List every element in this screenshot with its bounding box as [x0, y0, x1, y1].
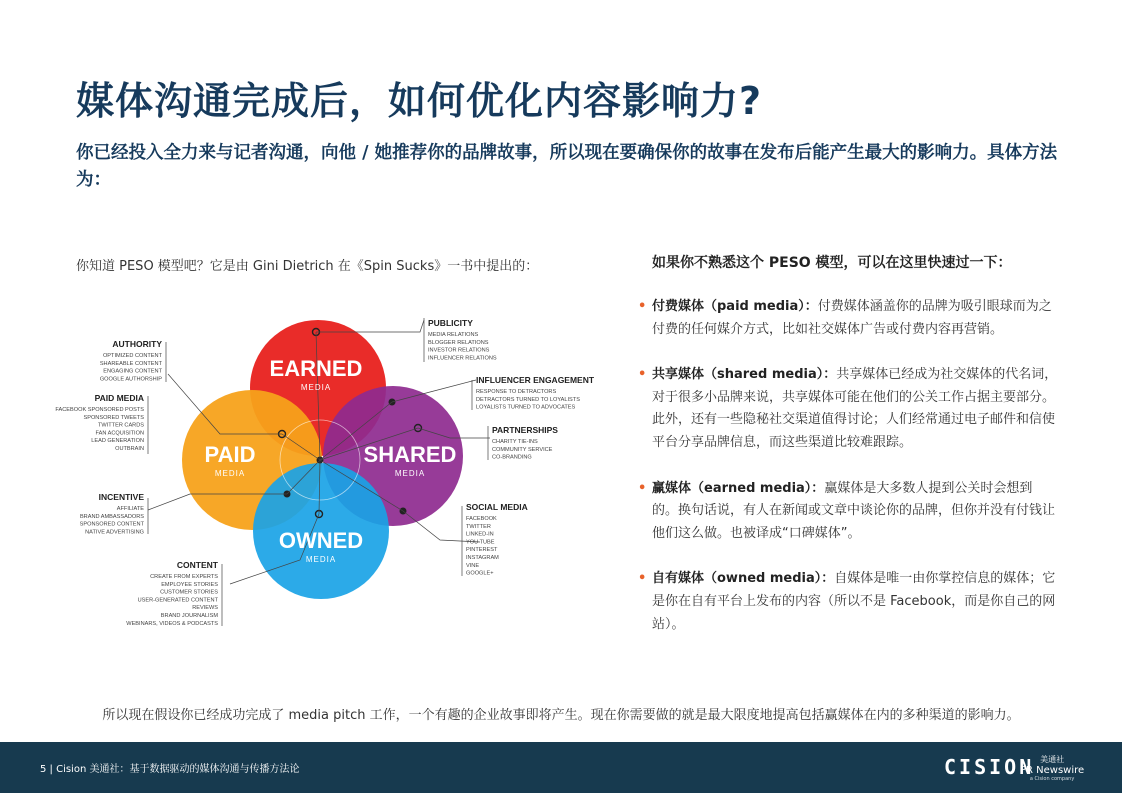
diagram-group-item: MEDIA RELATIONS	[428, 332, 479, 338]
page-title: 媒体沟通完成后，如何优化内容影响力?	[76, 79, 763, 123]
definition-text: 共享媒体已经成为社交媒体的代名词，对于很多小品牌来说，共享媒体可能在他们的公关工作占据主要部分。此外，还有一些隐秘社交渠道值得讨论；人们经常通过电子邮件和信使平台分享品牌信息，而这些渠道比较难跟踪。	[652, 367, 1058, 450]
peso-definitions	[638, 296, 1058, 659]
definition-term: 付费媒体（paid media）：	[652, 299, 818, 314]
diagram-group-item: VINE	[466, 562, 480, 569]
diagram-group-item: TWITTER CARDS	[98, 422, 144, 429]
shared-sublabel: MEDIA	[394, 469, 426, 478]
diagram-group-item: SHAREABLE CONTENT	[99, 360, 162, 367]
diagram-group-item: LINKED-IN	[466, 531, 494, 538]
diagram-intro: 你知道 PESO 模型吧？它是由 Gini Dietrich 在《Spin Sucks》一书中提出的：	[76, 259, 539, 274]
diagram-group-item: YOU TUBE	[466, 539, 495, 546]
diagram-group-item: EMPLOYEE STORIES	[161, 581, 218, 588]
diagram-group-item: COMMUNITY SERVICE	[492, 446, 553, 453]
earned-label: EARNED	[269, 356, 363, 381]
bullet-icon: •	[638, 571, 647, 587]
diagram-group-item: DETRACTORS TURNED TO LOYALISTS	[476, 396, 580, 403]
diagram-group-item: FACEBOOK SPONSORED POSTS	[55, 407, 144, 413]
earned-sublabel: MEDIA	[300, 383, 332, 392]
diagram-group-item: LOYALISTS TURNED TO ADVOCATES	[476, 404, 576, 411]
prnewswire-logo-en: PR Newswire	[1020, 765, 1085, 776]
diagram-group-item: GOOGLE AUTHORSHIP	[99, 376, 162, 383]
diagram-group-item: CUSTOMER STORIES	[160, 589, 218, 596]
definition-shared-media	[638, 364, 1058, 454]
page-footer	[0, 742, 1122, 793]
diagram-group-item: TWITTER	[466, 523, 491, 530]
definition-text: 赢媒体是大多数人提到公关时会想到的。换句话说，有人在新闻或文章中谈论你的品牌，但你并没有付钱让他们这么做。也被译成“口碑媒体”。	[652, 480, 1056, 541]
diagram-group-item: CHARITY TIE-INS	[492, 439, 538, 445]
diagram-group-title-incentive: INCENTIVE	[98, 492, 144, 502]
diagram-group-item: RESPONSE TO DETRACTORS	[476, 389, 557, 395]
definition-term: 共享媒体（shared media）：	[652, 367, 837, 383]
diagram-group-item: OUTBRAIN	[115, 446, 144, 452]
diagram-group-title-content: CONTENT	[176, 560, 218, 570]
diagram-group-title-influencer: INFLUENCER ENGAGEMENT	[476, 375, 595, 385]
diagram-group-title-authority: AUTHORITY	[112, 339, 162, 349]
diagram-group-item: PINTEREST	[466, 547, 498, 554]
footer-text: 5 | Cision 美通社：基于数据驱动的媒体沟通与传播方法论	[40, 764, 300, 775]
shared-label: SHARED	[363, 442, 457, 467]
diagram-group-item: BRAND JOURNALISM	[160, 613, 218, 619]
paid-label: PAID	[204, 442, 256, 467]
definition-term: 自有媒体（owned media）：	[652, 571, 835, 587]
bullet-icon: •	[638, 480, 647, 496]
diagram-group-title-partnerships: PARTNERSHIPS	[492, 425, 558, 435]
owned-sublabel: MEDIA	[305, 555, 337, 564]
diagram-group-title-publicity: PUBLICITY	[428, 318, 473, 328]
prnewswire-logo	[1020, 754, 1084, 782]
owned-label: OWNED	[278, 528, 364, 553]
diagram-group-item: USER-GENERATED CONTENT	[137, 597, 218, 604]
diagram-group-item: REVIEWS	[192, 605, 218, 612]
bullet-icon: •	[638, 367, 647, 383]
paid-sublabel: MEDIA	[214, 469, 246, 478]
diagram-group-item: ENGAGING CONTENT	[103, 368, 162, 375]
diagram-group-item: LEAD GENERATION	[91, 438, 144, 445]
diagram-group-item: FAN ACQUISITION	[95, 430, 144, 437]
diagram-group-item: INFLUENCER RELATIONS	[428, 355, 497, 362]
prnewswire-logo-sub: a Cision company	[1029, 776, 1075, 782]
prnewswire-logo-cn: 美通社	[1040, 755, 1065, 764]
diagram-group-item: WEBINARS, VIDEOS & PODCASTS	[126, 620, 218, 627]
closing-paragraph: 所以现在假设你已经成功完成了 media pitch 工作，一个有趣的企业故事即将产生。现在你需要做的就是最大限度地提高包括赢媒体在内的多种渠道的影响力。	[102, 708, 1020, 723]
definition-text: 自媒体是唯一由你掌控信息的媒体；它是你在自有平台上发布的内容（所以不是 Facebook，而是你自己的网站）。	[652, 571, 1056, 632]
diagram-group-item: SPONSORED CONTENT	[79, 521, 144, 528]
diagram-group-item: AFFILIATE	[116, 506, 144, 512]
definition-owned-media	[638, 568, 1058, 636]
diagram-group-item: GOOGLE+	[466, 570, 494, 577]
diagram-group-item: FACEBOOK	[466, 516, 497, 522]
diagram-group-item: NATIVE ADVERTISING	[85, 529, 144, 536]
diagram-group-title-social: SOCIAL MEDIA	[466, 502, 528, 512]
diagram-group-item: BLOGGER RELATIONS	[428, 339, 489, 346]
peso-quick-intro-heading: 如果你不熟悉这个 PESO 模型，可以在这里快速过一下：	[652, 255, 1012, 271]
definition-text: 付费媒体涵盖你的品牌为吸引眼球而为之付费的任何媒介方式，比如社交媒体广告或付费内容再营销。	[652, 299, 1052, 337]
page-subtitle: 你已经投入全力来与记者沟通，向他 / 她推荐你的品牌故事，所以现在要确保你的故事在发布后能产生最大的影响力。具体方法为：	[76, 143, 1058, 190]
diagram-group-item: CREATE FROM EXPERTS	[150, 574, 218, 580]
cision-logo: CISION	[944, 755, 1035, 779]
definition-term: 赢媒体（earned media）：	[652, 480, 825, 496]
peso-diagram	[40, 290, 640, 650]
diagram-group-item: SPONSORED TWEETS	[83, 414, 144, 421]
definition-paid-media	[638, 296, 1058, 341]
diagram-group-title-paid_media: PAID MEDIA	[94, 393, 144, 403]
bullet-icon: •	[638, 299, 647, 314]
diagram-group-item: OPTIMIZED CONTENT	[102, 353, 162, 359]
diagram-group-item: BRAND AMBASSADORS	[79, 513, 144, 520]
definition-earned-media	[638, 478, 1058, 546]
diagram-group-item: INVESTOR RELATIONS	[428, 347, 490, 354]
diagram-group-item: INSTAGRAM	[466, 555, 499, 561]
diagram-group-item: CO-BRANDING	[492, 454, 532, 461]
